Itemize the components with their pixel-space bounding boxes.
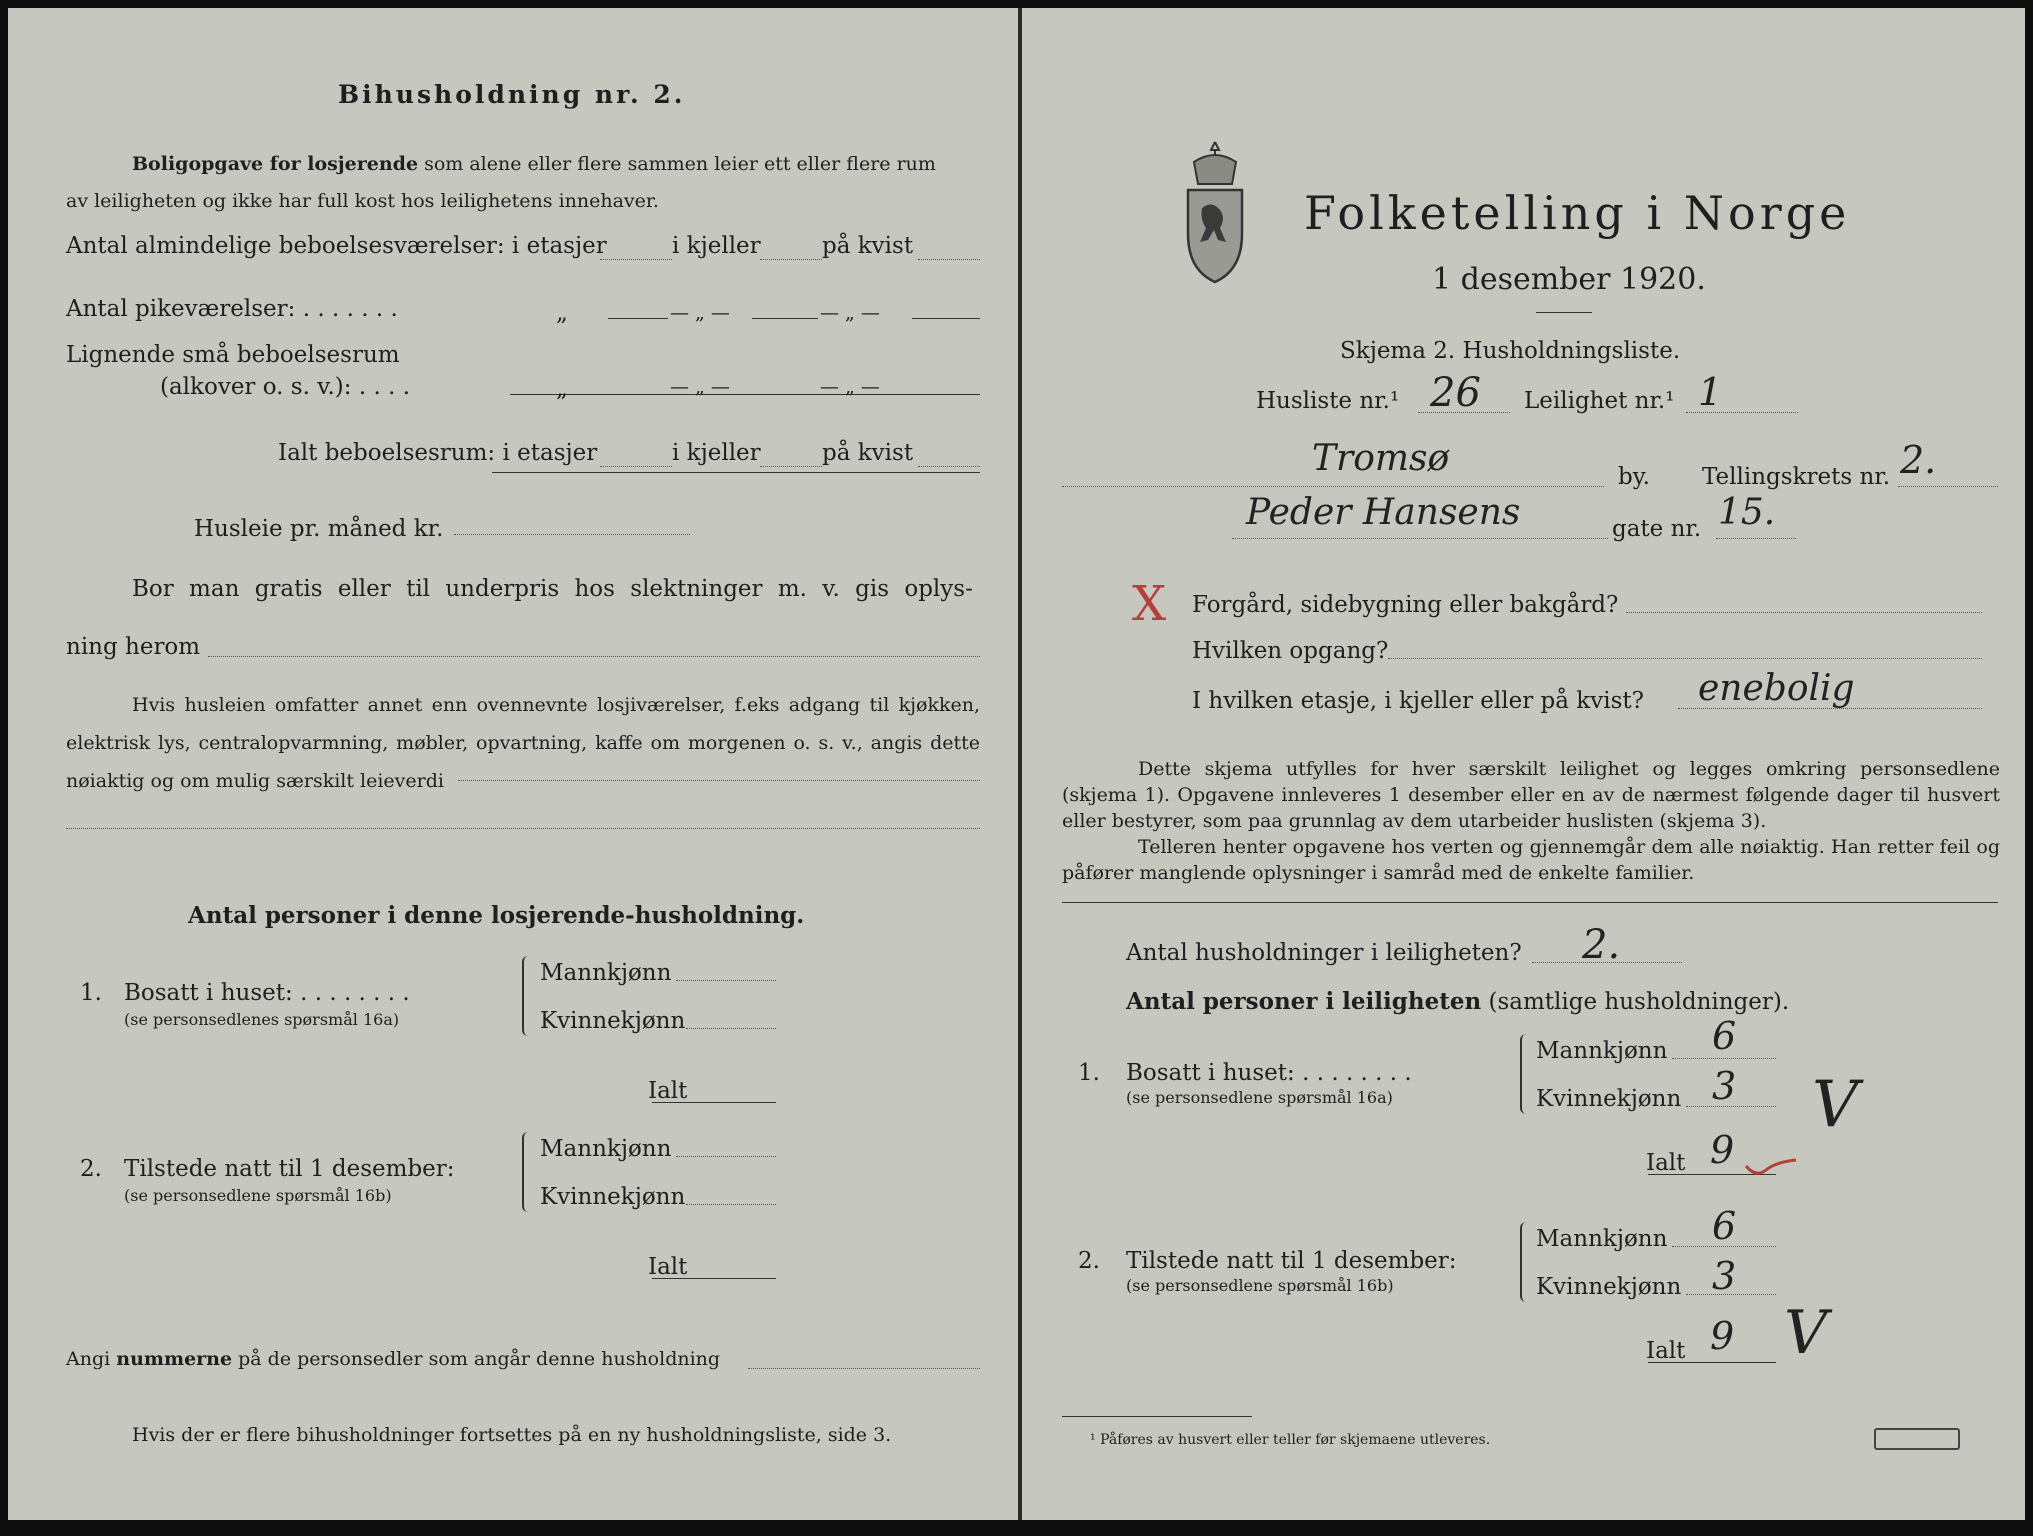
- l-q2-brace: [522, 1132, 532, 1212]
- l-q2-kvinne: Kvinnekjønn: [540, 1184, 686, 1210]
- l-q1-kvinne: Kvinnekjønn: [540, 1008, 686, 1034]
- row3-ditto: „: [556, 376, 568, 402]
- census-date: 1 desember 1920.: [1432, 262, 1706, 297]
- l-q2-ialt: Ialt: [648, 1254, 688, 1280]
- instructions-2: Telleren henter opgavene hos verten og gjennemgår dem alle nøiaktig. Han retter feil og påfører manglende oplysninger i samråd med de enkelte familier.: [1062, 836, 2000, 884]
- l-q2-sub: (se personsedlene spørsmål 16b): [124, 1186, 392, 1205]
- r-q1-mann: Mannkjønn: [1536, 1038, 1668, 1064]
- row3-ditto-2: — „ —: [670, 376, 730, 398]
- l-q1-ialt: Ialt: [648, 1078, 688, 1104]
- angi-field[interactable]: [748, 1368, 980, 1369]
- husleie-field[interactable]: [454, 534, 690, 535]
- intro-line-1: [132, 153, 936, 175]
- l-q2-mann-field[interactable]: [676, 1156, 776, 1157]
- footnote-rule: [1062, 1416, 1252, 1417]
- left-footer: Hvis der er flere bihusholdninger fortsettes på en ny husholdningsliste, side 3.: [132, 1424, 892, 1446]
- bihusholdning-title: Bihusholdning nr. 2.: [338, 80, 686, 109]
- r-q1-mann-field[interactable]: [1672, 1058, 1776, 1059]
- left-page: [8, 8, 1018, 1520]
- l-q1-mann-field[interactable]: [676, 980, 776, 981]
- gate-nr-field[interactable]: [1716, 538, 1796, 539]
- intro-rest: som alene eller flere sammen leier ett eller flere rum: [424, 153, 936, 175]
- l-q1-mann: Mannkjønn: [540, 960, 672, 986]
- r-q1-kvinne: Kvinnekjønn: [1536, 1086, 1682, 1112]
- r-q1-brace: [1520, 1034, 1530, 1114]
- antal-pers-line: [1126, 988, 1789, 1015]
- husliste-label: Husliste nr.¹: [1256, 388, 1400, 414]
- l-q1-kvinne-field[interactable]: [686, 1028, 776, 1029]
- r-q1-kvinne-value: 3: [1712, 1064, 1737, 1108]
- ning-herom: ning herom: [66, 634, 201, 660]
- opgang-field[interactable]: [1388, 658, 1982, 659]
- l-q1-num: 1.: [80, 980, 102, 1006]
- l-q2-label: Tilstede natt til 1 desember:: [124, 1156, 455, 1182]
- r-q1-mann-value: 6: [1712, 1014, 1737, 1058]
- l-q1-sub: (se personsedlenes spørsmål 16a): [124, 1010, 400, 1029]
- gate-nr-label: gate nr.: [1612, 516, 1702, 542]
- l-q2-num: 2.: [80, 1156, 102, 1182]
- antal-pers-bold: Antal personer i leiligheten: [1126, 988, 1482, 1015]
- r-q2-kvinne-value: 3: [1712, 1254, 1737, 1298]
- street-field[interactable]: [1232, 538, 1608, 539]
- r-q1-check: V: [1812, 1068, 1859, 1142]
- r-q1-label: Bosatt i huset: . . . . . . . .: [1126, 1060, 1412, 1086]
- row2-ditto: „: [556, 300, 568, 326]
- ialt-underline: [492, 472, 980, 473]
- opgang-label: Hvilken opgang?: [1192, 638, 1389, 664]
- r-q1-ialt-value: 9: [1710, 1128, 1735, 1172]
- l-q1-ialt-field[interactable]: [652, 1102, 776, 1103]
- l-q1-brace: [522, 956, 532, 1036]
- row3-label-b: (alkover o. s. v.): . . . .: [160, 374, 411, 400]
- angi-b: nummerne: [116, 1348, 233, 1370]
- r-q1-sub: (se personsedlene spørsmål 16a): [1126, 1088, 1393, 1107]
- hvis-paragraph: Hvis husleien omfatter annet enn ovennevnte losjiværelser, f.eks adgang til kjøkken, elektrisk lys, centralopvarmning, møbler, opvartning, kaffe om morgenen o. s. v., angis dette nøiaktig og om mulig særskilt leieverdi: [66, 694, 980, 792]
- title-rule: [1536, 312, 1592, 313]
- right-page: [1022, 8, 2025, 1520]
- instructions-1: Dette skjema utfylles for hver særskilt leilighet og legges omkring personsedlene (skjema 1). Opgavene innleveres 1 desember eller en av de nærmest følgende dager til husvert eller bestyrer, som paa grunnlag av dem utarbeider huslisten (skjema 3).: [1062, 758, 2000, 832]
- row1-label: Antal almindelige beboelsesværelser: i etasjer: [66, 233, 607, 259]
- tellingskrets-field[interactable]: [1898, 486, 1998, 487]
- antal-hush-value: 2.: [1582, 922, 1621, 968]
- r-q1-num: 1.: [1078, 1060, 1100, 1086]
- r-q2-mann-value: 6: [1712, 1204, 1737, 1248]
- leilighet-label: Leilighet nr.¹: [1524, 388, 1675, 414]
- r-q2-label: Tilstede natt til 1 desember:: [1126, 1248, 1457, 1274]
- antal-pers-rest: (samtlige husholdninger).: [1488, 989, 1790, 1015]
- ialt-etasjer-field[interactable]: [600, 466, 672, 467]
- row3-ditto-3: — „ —: [820, 376, 880, 398]
- by-label: by.: [1618, 464, 1650, 490]
- red-tick-mark-icon: [1742, 1154, 1802, 1178]
- angi-line: [66, 1348, 720, 1370]
- tellingskrets-label: Tellingskrets nr.: [1702, 464, 1891, 490]
- angi-a: Angi: [66, 1348, 111, 1370]
- l-q1-label: Bosatt i huset: . . . . . . . .: [124, 980, 410, 1006]
- street-value: Peder Hansens: [1246, 492, 1521, 533]
- leilighet-value: 1: [1698, 370, 1723, 414]
- husliste-value: 26: [1430, 370, 1481, 416]
- r-q2-kvinne: Kvinnekjønn: [1536, 1274, 1682, 1300]
- r-q2-ialt-field[interactable]: [1648, 1362, 1776, 1363]
- row2-field-2[interactable]: [752, 318, 818, 319]
- row1-kjeller: i kjeller: [672, 233, 761, 259]
- intro-line-2: av leiligheten og ikke har full kost hos leilighetens innehaver.: [66, 190, 659, 212]
- r-q2-ialt-value: 9: [1710, 1314, 1735, 1358]
- ialt-kvist: på kvist: [822, 440, 914, 466]
- l-q2-mann: Mannkjønn: [540, 1136, 672, 1162]
- row2-ditto-3: — „ —: [820, 302, 880, 324]
- row3-label-a: Lignende små beboelsesrum: [66, 342, 400, 368]
- r-q2-check: V: [1784, 1298, 1828, 1368]
- l-q2-ialt-field[interactable]: [652, 1278, 776, 1279]
- row1-etasjer-field[interactable]: [600, 259, 672, 260]
- row2-label: Antal pikeværelser: . . . . . . .: [66, 296, 398, 322]
- herom-field[interactable]: [208, 656, 980, 657]
- ialt-kjeller-field[interactable]: [760, 466, 822, 467]
- skjema-label: Skjema 2. Husholdningsliste.: [1340, 338, 1681, 364]
- coat-of-arms-icon: [1180, 138, 1250, 288]
- l-q2-kvinne-field[interactable]: [686, 1204, 776, 1205]
- leieverdi-field-2[interactable]: [66, 828, 980, 829]
- etasje-label: I hvilken etasje, i kjeller eller på kvist?: [1192, 688, 1644, 714]
- leieverdi-field[interactable]: [458, 780, 980, 781]
- antal-hush-label: Antal husholdninger i leiligheten?: [1126, 940, 1522, 966]
- forgard-label: Forgård, sidebygning eller bakgård?: [1192, 592, 1619, 618]
- red-x-mark: X: [1132, 576, 1167, 632]
- section-rule: [1062, 902, 1998, 903]
- forgard-field[interactable]: [1626, 612, 1982, 613]
- ialt-label: Ialt beboelsesrum: i etasjer: [278, 440, 598, 466]
- r-q2-sub: (se personsedlene spørsmål 16b): [1126, 1276, 1394, 1295]
- r-q2-mann: Mannkjønn: [1536, 1226, 1668, 1252]
- city-field[interactable]: [1062, 486, 1604, 487]
- row3-underline: [510, 394, 980, 395]
- angi-c: på de personsedler som angår denne husholdning: [238, 1348, 721, 1370]
- husleie-label: Husleie pr. måned kr.: [194, 516, 444, 542]
- r-q2-num: 2.: [1078, 1248, 1100, 1274]
- r-q1-ialt: Ialt: [1646, 1150, 1686, 1176]
- main-title: Folketelling i Norge: [1304, 186, 1851, 240]
- etasje-value: enebolig: [1698, 668, 1855, 709]
- row2-ditto-2: — „ —: [670, 302, 730, 324]
- footnote: ¹ Påføres av husvert eller teller før skjemaene utleveres.: [1090, 1432, 1491, 1448]
- ialt-kjeller: i kjeller: [672, 440, 761, 466]
- row2-field-1[interactable]: [608, 318, 668, 319]
- intro-bold: Boligopgave for losjerende: [132, 153, 419, 175]
- row1-kvist: på kvist: [822, 233, 914, 259]
- tellingskrets-value: 2.: [1900, 438, 1937, 482]
- row2-field-3[interactable]: [912, 318, 980, 319]
- r-q2-brace: [1520, 1222, 1530, 1302]
- city-value: Tromsø: [1312, 438, 1450, 479]
- row1-kjeller-field[interactable]: [760, 259, 822, 260]
- r-q2-ialt: Ialt: [1646, 1338, 1686, 1364]
- printer-stamp: [1874, 1428, 1960, 1450]
- bor-man-text: Bor man gratis eller til underpris hos slektninger m. v. gis oplys-: [132, 576, 973, 602]
- antal-heading: Antal personer i denne losjerende-husholdning.: [188, 902, 805, 929]
- ialt-kvist-field[interactable]: [918, 466, 980, 467]
- row1-kvist-field[interactable]: [918, 259, 980, 260]
- gate-nr-value: 15.: [1718, 492, 1776, 533]
